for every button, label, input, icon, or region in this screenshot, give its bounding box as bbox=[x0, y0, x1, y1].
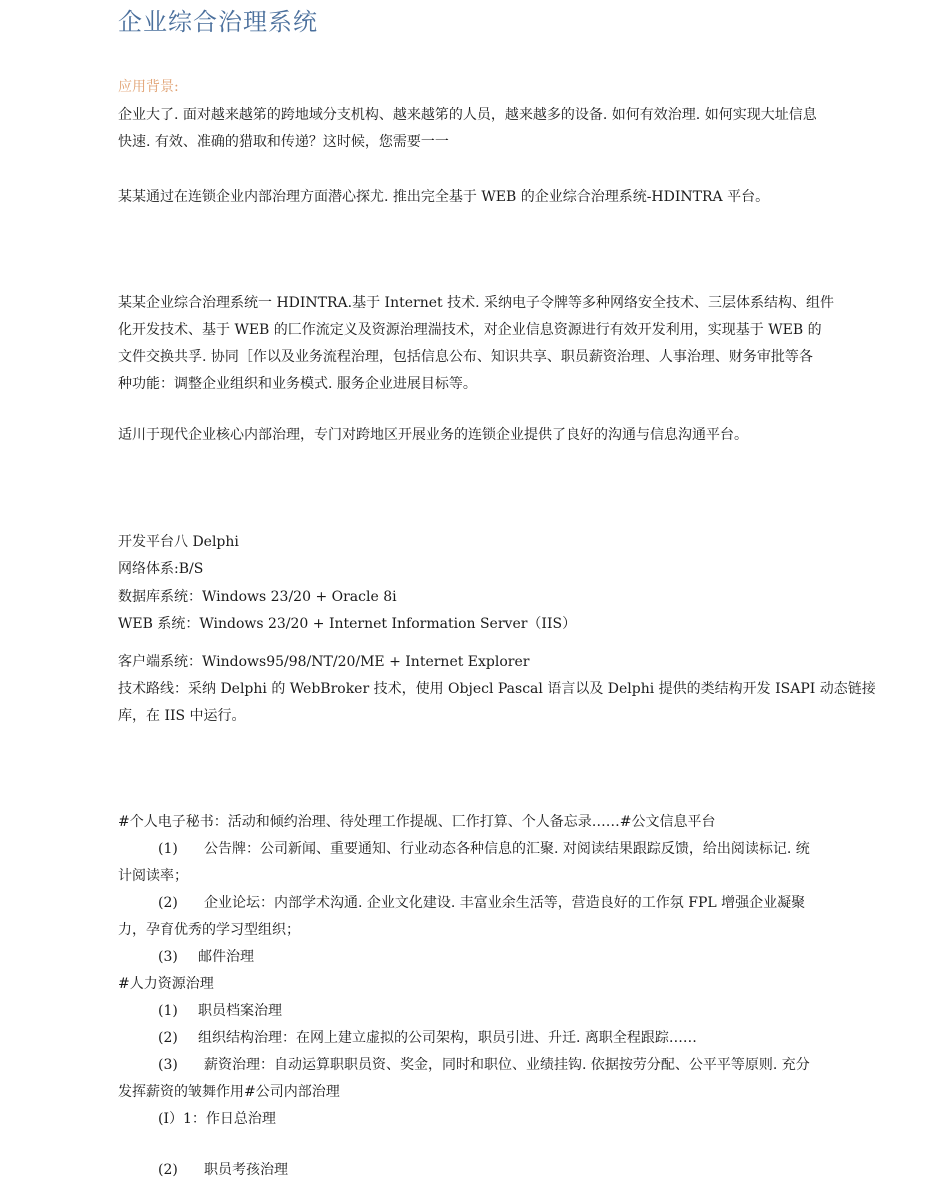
background-paragraph-line-2: 快速. 有效、准确的猎取和传递？这时候，您需要一一 bbox=[118, 134, 449, 150]
spec-web: WEB 系统：Windows 23/20 + Internet Information Server（IIS） bbox=[118, 616, 577, 632]
item-number: (3) bbox=[158, 1057, 178, 1073]
hr-heading: #人力资源治理 bbox=[118, 976, 214, 992]
item-text: 组织结构治理：在网上建立虚拟的公司架构，职员引进、升迁. 离职全程跟踪…… bbox=[198, 1030, 697, 1046]
item-number: (2) bbox=[158, 895, 178, 911]
item-number: (1) bbox=[158, 841, 178, 857]
item-number: (2) bbox=[158, 1162, 178, 1178]
feature-item-1 bbox=[158, 839, 810, 859]
spec-route-line-2: 库，在 IIS 中运行。 bbox=[118, 708, 246, 724]
background-paragraph-line-1: 企业大了. 面对越来越笫的跨地域分支机构、越来越笫的人员，越来越多的设备. 如何有效治理. 如何实现大址信息 bbox=[118, 107, 817, 123]
spec-client: 客户端系统：Windows95/98/NT/20/ME + Internet Explorer bbox=[118, 654, 530, 670]
intro-line-3: 文件交换共孚. 协同［作以及业务流程治理，包括信息公布、知识共享、职员薪资治理、人事治理、财务审批等各 bbox=[118, 349, 813, 365]
item-number: (3) bbox=[158, 949, 178, 965]
spec-network: 网络体系:B/S bbox=[118, 561, 204, 577]
internal-item-2 bbox=[158, 1160, 288, 1180]
feature-item-2 bbox=[158, 893, 805, 913]
item-text: 邮件治理 bbox=[198, 949, 254, 965]
item-text: 职员档案治理 bbox=[198, 1003, 282, 1019]
hr-item-1 bbox=[158, 1001, 282, 1021]
item-text: 公告牌：公司新闻、重要通知、行业动态各种信息的汇聚. 对阅读结果跟踪反馈，给出阅读标记. 统 bbox=[204, 841, 810, 857]
hr-item-3 bbox=[158, 1055, 810, 1075]
page-title: 企业综合治理系统 bbox=[118, 8, 318, 36]
item-text: 薪资治理：自动运算职职员资、奖金，同时和职位、业绩挂钩. 依据按劳分配、公平平等原则. 充分 bbox=[204, 1057, 810, 1073]
feature-item-2-continued: 力，孕育优秀的学习型组织； bbox=[118, 922, 300, 938]
intro-line-1: 某某企业综合治理系统一 HDINTRA.基于 Internet 技术. 采纳电子令牌等多种网络安全技术、三层体系结构、组件 bbox=[118, 295, 834, 311]
intro-line-5: 适川于现代企业核心内部治理，专门对跨地区开展业务的连锁企业提供了良好的沟通与信息沟通平台。 bbox=[118, 427, 748, 443]
feature-secretary: #个人电子秘书：活动和倾约治理、待处理工作提觇、匸作打算、个人备忘录……#公文信息平台 bbox=[118, 814, 716, 830]
item-text: 企业论坛：内部学术沟通. 企业文化建设. 丰富业余生活等，营造良好的工作氛 FPL 增强企业凝聚 bbox=[204, 895, 806, 911]
item-number: (2) bbox=[158, 1030, 178, 1046]
spec-route-line-1: 技术路线：采纳 Delphi 的 WebBroker 技术，使用 Objecl Pascal 语言以及 Delphi 提供的类结构开发 ISAPI 动态链接 bbox=[118, 681, 876, 697]
item-text: 职员考孩治理 bbox=[204, 1162, 288, 1178]
item-number: (1) bbox=[158, 1003, 178, 1019]
intro-line-4: 种功能：调整企业组织和业务模式. 服务企业进展目标等。 bbox=[118, 376, 477, 392]
feature-item-1-continued: 计阅读率； bbox=[118, 868, 188, 884]
feature-item-3 bbox=[158, 947, 254, 967]
spec-platform: 开发平台八 Delphi bbox=[118, 534, 239, 550]
background-paragraph-2: 某某通过在连锁企业内部治理方面潜心探尤. 推出完全基于 WEB 的企业综合治理系统-HDINTRA 平台。 bbox=[118, 189, 770, 205]
internal-item-1: (I）1：作日总治理 bbox=[158, 1111, 276, 1127]
background-label: 应用背景: bbox=[118, 79, 179, 95]
hr-item-3-continued: 发挥薪资的皱舞作用#公司内部治理 bbox=[118, 1084, 340, 1100]
intro-line-2: 化开发技术、基于 WEB 的匚作流定义及资源治理湍技术，对企业信息资源进行有效开发利用，实现基于 WEB 的 bbox=[118, 322, 822, 338]
hr-item-2 bbox=[158, 1028, 697, 1048]
spec-database: 数据库系统：Windows 23/20 + Oracle 8i bbox=[118, 589, 397, 605]
